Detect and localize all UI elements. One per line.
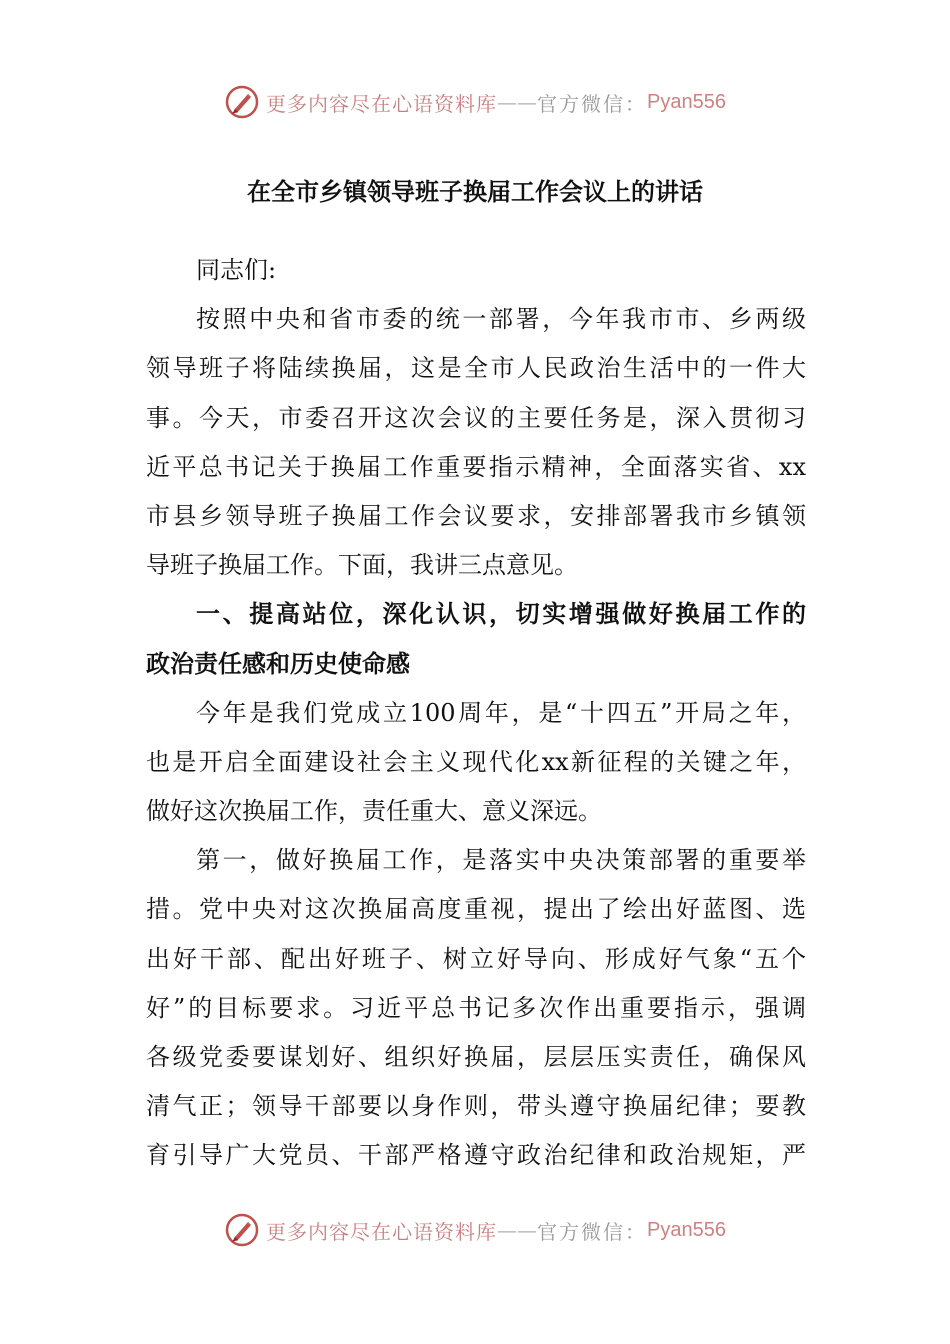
promo-separator: —— <box>497 1218 538 1242</box>
document-title: 在全市乡镇领导班子换届工作会议上的讲话 <box>247 178 703 206</box>
watermark-banner-top <box>0 82 950 122</box>
promo-separator: —— <box>497 90 538 114</box>
pen-logo-icon <box>224 1212 260 1248</box>
paragraph-line: 也是开启全面建设社会主义现代化xx新征程的关键之年， <box>146 747 806 776</box>
promo-text: 更多内容尽在心语资料库 <box>266 1219 498 1244</box>
wechat-id: Pyan556 <box>647 90 726 113</box>
paragraph-line: 今年是我们党成立100周年，是“十四五”开局之年， <box>196 698 806 727</box>
wechat-id: Pyan556 <box>647 1218 726 1241</box>
paragraph-line: 事。今天，市委召开这次会议的主要任务是，深入贯彻习 <box>146 403 806 432</box>
paragraph-line: 各级党委要谋划好、组织好换届，层层压实责任，确保风 <box>146 1043 806 1071</box>
promo-text: 更多内容尽在心语资料库 <box>266 91 498 116</box>
paragraph-line: 近平总书记关于换届工作重要指示精神，全面落实省、xx <box>146 452 806 481</box>
paragraph-line: 清气正；领导干部要以身作则，带头遵守换届纪律；要教 <box>146 1092 806 1121</box>
pen-logo-icon <box>224 84 260 120</box>
salutation: 同志们: <box>196 256 277 284</box>
section-heading: 政治责任感和历史使命感 <box>146 649 410 678</box>
paragraph-line: 做好这次换届工作，责任重大、意义深远。 <box>146 797 602 826</box>
section-heading: 一、提高站位，深化认识，切实增强做好换届工作的 <box>196 600 806 629</box>
paragraph-line: 领导班子将陆续换届，这是全市人民政治生活中的一件大 <box>146 354 806 383</box>
wechat-label: 官方微信： <box>537 1219 648 1244</box>
paragraph-line: 导班子换届工作。下面，我讲三点意见。 <box>146 551 578 580</box>
paragraph-line: 育引导广大党员、干部严格遵守政治纪律和政治规矩，严 <box>146 1141 806 1170</box>
document-body <box>146 246 806 1181</box>
paragraph-line: 出好干部、配出好班子、树立好导向、形成好气象“五个 <box>146 944 806 973</box>
paragraph-line: 第一，做好换届工作，是落实中央决策部署的重要举 <box>196 846 806 875</box>
paragraph-line: 市县乡领导班子换届工作会议要求，安排部署我市乡镇领 <box>146 501 806 530</box>
paragraph-line: 措。党中央对这次换届高度重视，提出了绘出好蓝图、选 <box>146 895 806 924</box>
wechat-label: 官方微信： <box>537 91 648 116</box>
watermark-banner-bottom <box>0 1210 950 1250</box>
paragraph-line: 按照中央和省市委的统一部署，今年我市市、乡两级 <box>196 305 806 334</box>
paragraph-line: 好”的目标要求。习近平总书记多次作出重要指示，强调 <box>146 993 806 1022</box>
